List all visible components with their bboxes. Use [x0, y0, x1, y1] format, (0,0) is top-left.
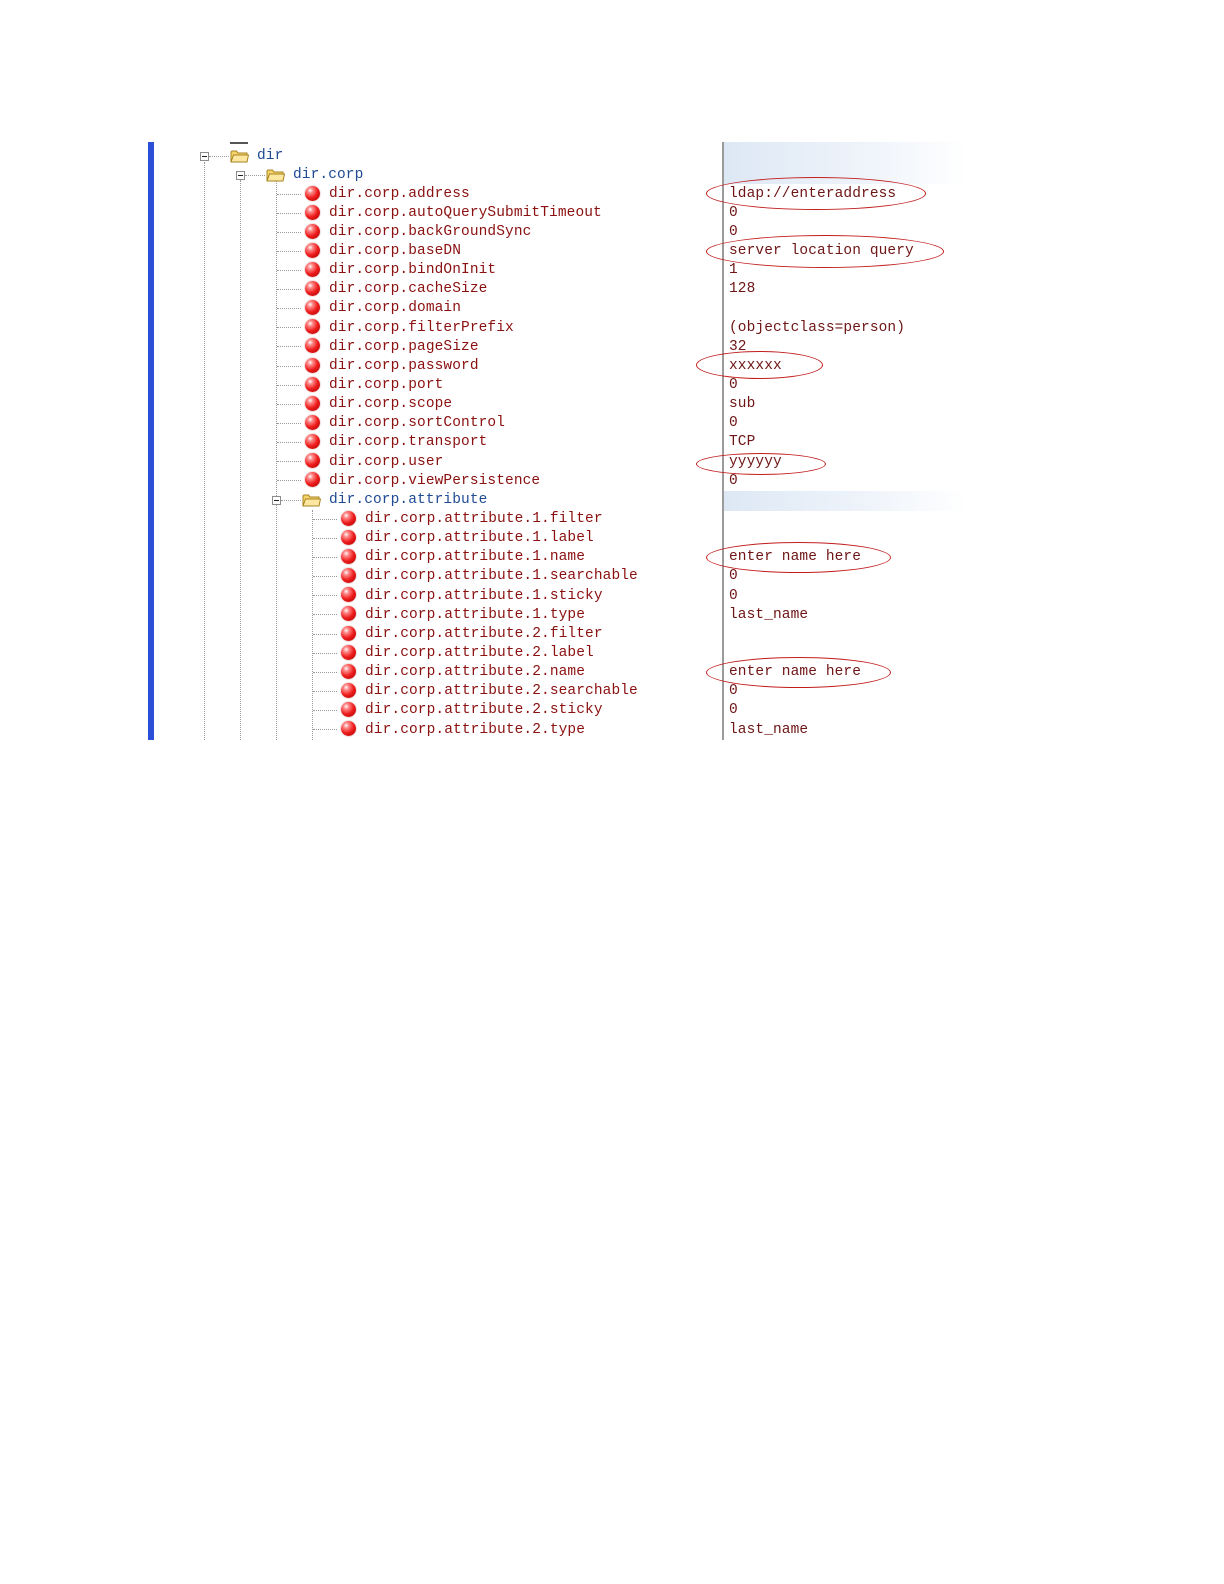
property-value[interactable]: enter name here: [729, 664, 862, 680]
tree-branch: [277, 308, 301, 309]
tree-branch: [277, 346, 301, 347]
property-name[interactable]: dir.corp.attribute.2.sticky: [365, 702, 603, 718]
property-icon: [305, 396, 320, 411]
property-icon: [341, 721, 356, 736]
tree-branch: [277, 442, 301, 443]
property-value[interactable]: enter name here: [729, 549, 862, 565]
tree-branch: [313, 634, 337, 635]
value-column-highlight-attribute: [724, 491, 968, 511]
tree-branch: [313, 653, 337, 654]
tree-branch: [277, 270, 301, 271]
collapse-toggle-dir-corp-attribute[interactable]: [272, 496, 281, 505]
tree-branch: [277, 289, 301, 290]
value-column-highlight-top: [724, 142, 968, 184]
folder-icon: [266, 168, 285, 182]
collapse-toggle-dir-corp[interactable]: [236, 171, 245, 180]
tree-branch: [313, 576, 337, 577]
top-edge-mark: [230, 142, 248, 144]
property-value[interactable]: yyyyyy: [729, 454, 782, 470]
folder-icon: [230, 149, 249, 163]
tree-branch: [277, 423, 301, 424]
property-name[interactable]: dir.corp.port: [329, 377, 444, 393]
tree-branch: [277, 461, 301, 462]
property-icon: [305, 319, 320, 334]
tree-branch: [313, 538, 337, 539]
property-value[interactable]: TCP: [729, 434, 756, 450]
tree-branch: [277, 385, 301, 386]
property-name[interactable]: dir.corp.attribute.2.type: [365, 722, 586, 738]
property-name[interactable]: dir.corp.filterPrefix: [329, 320, 514, 336]
property-name[interactable]: dir.corp.bindOnInit: [329, 262, 497, 278]
property-icon: [305, 186, 320, 201]
property-value[interactable]: 0: [729, 473, 738, 489]
property-icon: [341, 511, 356, 526]
property-name[interactable]: dir.corp.address: [329, 186, 470, 202]
property-name[interactable]: dir.corp.backGroundSync: [329, 224, 532, 240]
property-name[interactable]: dir.corp.password: [329, 358, 479, 374]
property-value[interactable]: (objectclass=person): [729, 320, 906, 336]
property-name[interactable]: dir.corp.attribute.1.filter: [365, 511, 603, 527]
property-name[interactable]: dir.corp.baseDN: [329, 243, 462, 259]
property-icon: [305, 243, 320, 258]
collapse-toggle-dir[interactable]: [200, 152, 209, 161]
tree-guide-corp-children: [276, 180, 277, 740]
tree-node-dir-corp-attribute[interactable]: dir.corp.attribute: [329, 492, 488, 508]
property-icon: [341, 626, 356, 641]
property-value[interactable]: 0: [729, 588, 738, 604]
property-icon: [305, 472, 320, 487]
property-name[interactable]: dir.corp.attribute.2.label: [365, 645, 594, 661]
property-icon: [305, 434, 320, 449]
property-value[interactable]: last_name: [729, 722, 809, 738]
tree-branch: [277, 480, 301, 481]
folder-icon: [302, 493, 321, 507]
property-value[interactable]: ldap://enteraddress: [729, 186, 897, 202]
property-value[interactable]: sub: [729, 396, 756, 412]
property-name[interactable]: dir.corp.attribute.1.name: [365, 549, 586, 565]
property-value[interactable]: 0: [729, 377, 738, 393]
config-tree-screenshot: [148, 142, 968, 740]
property-value[interactable]: last_name: [729, 607, 809, 623]
tree-branch: [313, 519, 337, 520]
tree-node-dir[interactable]: dir: [257, 148, 284, 164]
property-value[interactable]: xxxxxx: [729, 358, 782, 374]
property-icon: [341, 683, 356, 698]
property-icon: [341, 664, 356, 679]
property-value[interactable]: 0: [729, 568, 738, 584]
property-name[interactable]: dir.corp.user: [329, 454, 444, 470]
tree-branch: [313, 557, 337, 558]
property-value[interactable]: 1: [729, 262, 738, 278]
tree-branch: [277, 404, 301, 405]
property-name[interactable]: dir.corp.pageSize: [329, 339, 479, 355]
property-name[interactable]: dir.corp.attribute.2.name: [365, 664, 586, 680]
tree-guide-root: [204, 162, 205, 740]
tree-branch-attribute: [281, 500, 301, 501]
property-icon: [341, 549, 356, 564]
property-icon: [305, 300, 320, 315]
tree-guide-attribute-children: [312, 510, 313, 740]
column-divider[interactable]: [722, 142, 724, 740]
property-name[interactable]: dir.corp.autoQuerySubmitTimeout: [329, 205, 602, 221]
tree-branch: [277, 213, 301, 214]
property-name[interactable]: dir.corp.attribute.2.searchable: [365, 683, 638, 699]
property-name[interactable]: dir.corp.domain: [329, 300, 462, 316]
property-icon: [305, 281, 320, 296]
tree-branch-root: [209, 156, 229, 157]
property-name[interactable]: dir.corp.cacheSize: [329, 281, 488, 297]
tree-branch: [277, 251, 301, 252]
tree-branch: [313, 691, 337, 692]
property-icon: [341, 530, 356, 545]
property-icon: [341, 606, 356, 621]
property-value[interactable]: 0: [729, 224, 738, 240]
property-name[interactable]: dir.corp.attribute.1.sticky: [365, 588, 603, 604]
property-icon: [341, 587, 356, 602]
property-value[interactable]: 32: [729, 339, 747, 355]
property-name[interactable]: dir.corp.viewPersistence: [329, 473, 541, 489]
tree-branch: [313, 614, 337, 615]
property-name[interactable]: dir.corp.sortControl: [329, 415, 506, 431]
tree-guide-corp: [240, 180, 241, 740]
tree-branch: [313, 729, 337, 730]
property-value[interactable]: 0: [729, 415, 738, 431]
property-value[interactable]: server location query: [729, 243, 914, 259]
tree-branch: [277, 194, 301, 195]
property-icon: [341, 568, 356, 583]
tree-branch: [313, 595, 337, 596]
window-left-border: [148, 142, 154, 740]
property-icon: [305, 453, 320, 468]
property-icon: [305, 415, 320, 430]
tree-branch: [313, 710, 337, 711]
property-icon: [305, 358, 320, 373]
property-value[interactable]: 128: [729, 281, 756, 297]
property-icon: [341, 702, 356, 717]
property-name[interactable]: dir.corp.transport: [329, 434, 488, 450]
property-value[interactable]: 0: [729, 205, 738, 221]
property-name[interactable]: dir.corp.attribute.1.searchable: [365, 568, 638, 584]
property-name[interactable]: dir.corp.attribute.1.label: [365, 530, 594, 546]
property-name[interactable]: dir.corp.attribute.1.type: [365, 607, 586, 623]
property-icon: [305, 205, 320, 220]
property-name[interactable]: dir.corp.attribute.2.filter: [365, 626, 603, 642]
property-value[interactable]: 0: [729, 702, 738, 718]
property-value[interactable]: 0: [729, 683, 738, 699]
property-icon: [341, 645, 356, 660]
tree-node-dir-corp[interactable]: dir.corp: [293, 167, 364, 183]
tree-branch-corp: [245, 175, 265, 176]
tree-branch: [277, 327, 301, 328]
property-icon: [305, 338, 320, 353]
tree-branch: [313, 672, 337, 673]
property-name[interactable]: dir.corp.scope: [329, 396, 453, 412]
property-icon: [305, 262, 320, 277]
tree-branch: [277, 232, 301, 233]
property-icon: [305, 377, 320, 392]
tree-branch: [277, 366, 301, 367]
property-icon: [305, 224, 320, 239]
